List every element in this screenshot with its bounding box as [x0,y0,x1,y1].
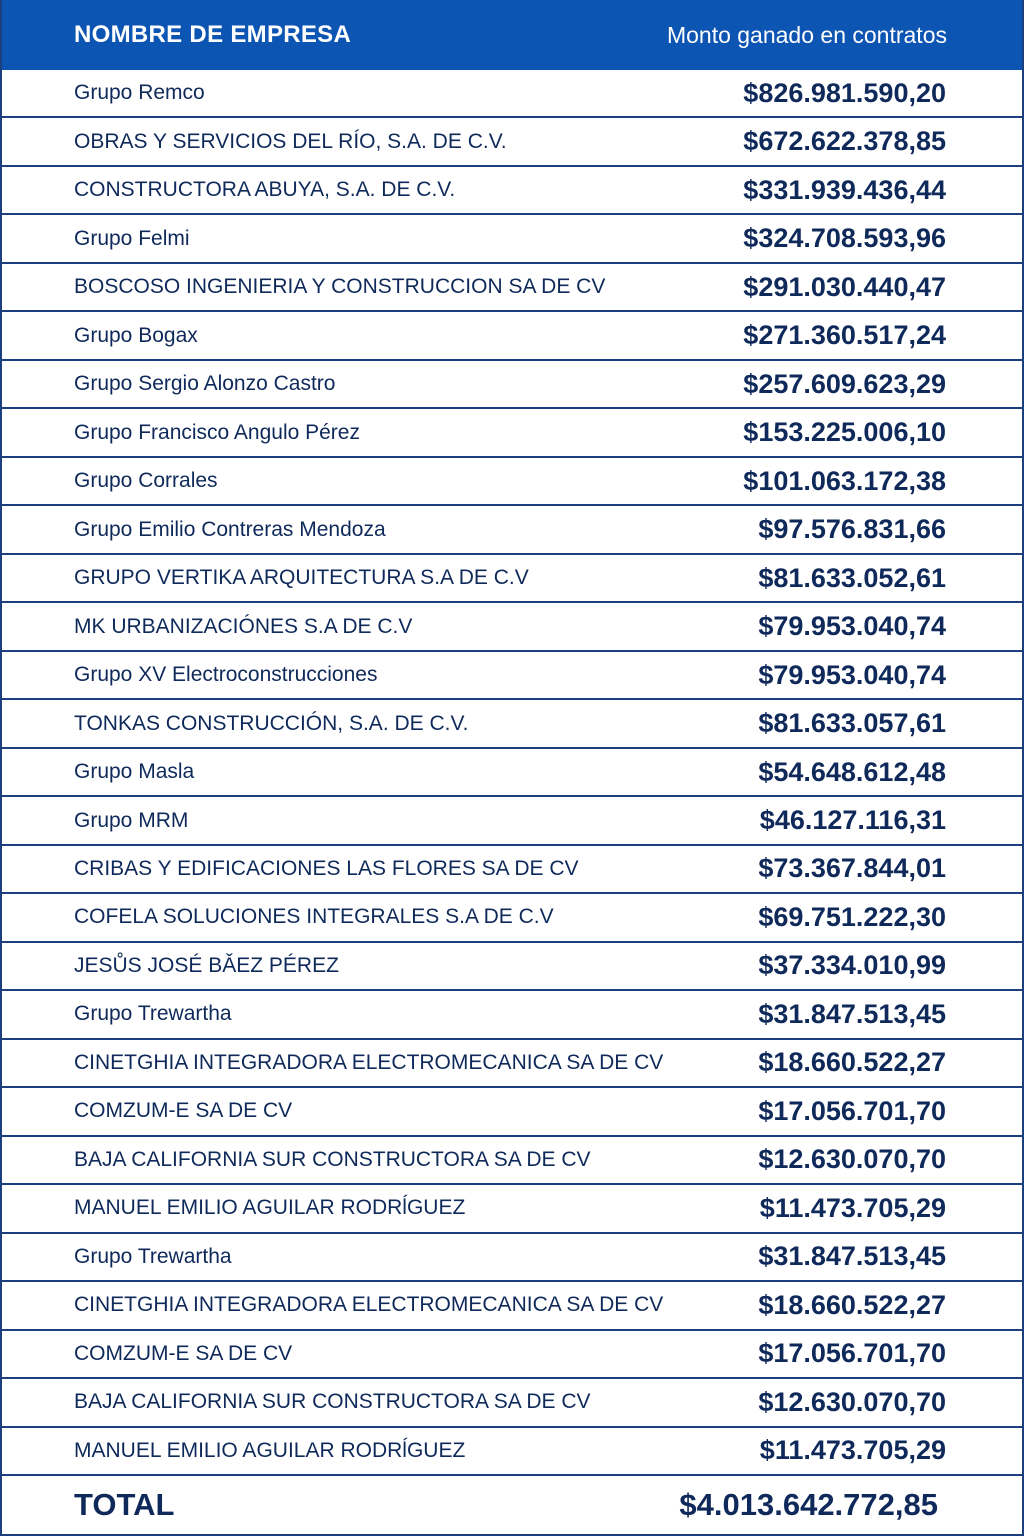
company-name: COFELA SOLUCIONES INTEGRALES S.A DE C.V [74,905,554,929]
table-row [2,167,1022,215]
table-header [2,0,1022,70]
company-name: Grupo Felmi [74,226,190,250]
contract-amount: $257.609.623,29 [743,368,946,399]
table-row [2,118,1022,166]
total-row [2,1476,1022,1534]
table-row [2,1379,1022,1427]
company-name: JESŮS JOSÉ BǍEZ PÉREZ [74,953,339,977]
company-name: OBRAS Y SERVICIOS DEL RÍO, S.A. DE C.V. [74,129,507,153]
company-name: Grupo XV Electroconstrucciones [74,663,378,687]
table-row [2,894,1022,942]
table-row [2,555,1022,603]
table-row [2,652,1022,700]
table-body [2,70,1022,1476]
table-row [2,991,1022,1039]
total-label: TOTAL [74,1487,175,1522]
contract-amount: $12.630.070,70 [758,1386,946,1417]
company-name: Grupo Trewartha [74,1002,232,1026]
company-name: MANUEL EMILIO AGUILAR RODRĺGUEZ [74,1196,466,1220]
table-row [2,1282,1022,1330]
contract-amount: $18.660.522,27 [758,1047,946,1078]
table-row [2,603,1022,651]
company-name: CINETGHIA INTEGRADORA ELECTROMECANICA SA DE CV [74,1050,664,1074]
contract-amount: $79.953.040,74 [758,659,946,690]
company-name: CONSTRUCTORA ABUYA, S.A. DE C.V. [74,178,456,202]
table-row [2,846,1022,894]
company-name: TONKAS CONSTRUCCIÓN, S.A. DE C.V. [74,711,469,735]
contract-amount: $826.981.590,20 [743,77,946,108]
contract-amount: $37.334.010,99 [758,950,946,981]
contract-amount: $46.127.116,31 [759,805,946,835]
company-name: MANUEL EMILIO AGUILAR RODRĺGUEZ [74,1438,466,1462]
contract-amount: $18.660.522,27 [758,1289,946,1320]
contract-amount: $12.630.070,70 [758,1144,946,1175]
contract-amount: $17.056.701,70 [758,1338,946,1369]
total-amount: $4.013.642.772,85 [679,1487,938,1522]
contract-amount: $79.953.040,74 [758,611,946,642]
table-row [2,1234,1022,1282]
company-name: Grupo MRM [74,808,189,832]
company-name: BOSCOSO INGENIERIA Y CONSTRUCCION SA DE CV [74,275,606,299]
contract-amount: $31.847.513,45 [758,998,946,1029]
company-name: MK URBANIZACIÓNES S.A DE C.V [74,614,413,638]
contract-amount: $331.939.436,44 [743,174,946,205]
company-name: COMZUM-E SA DE CV [74,1341,293,1365]
table-row [2,943,1022,991]
company-name: BAJA CALIFORNIA SUR CONSTRUCTORA SA DE CV [74,1390,591,1414]
contract-amount: $97.576.831,66 [758,514,946,545]
contract-amount: $324.708.593,96 [743,223,946,254]
contract-amount: $271.360.517,24 [743,320,946,351]
table-row [2,700,1022,748]
company-name: Grupo Remco [74,81,205,105]
contract-amount: $153.225.006,10 [743,417,946,448]
company-name: CRIBAS Y EDIFICACIONES LAS FLORES SA DE CV [74,856,579,880]
company-name: Grupo Corrales [74,469,218,493]
table-row [2,458,1022,506]
table-row [2,749,1022,797]
company-name: Grupo Sergio Alonzo Castro [74,372,336,396]
contract-amount: $672.622.378,85 [743,126,946,157]
company-name: Grupo Francisco Angulo Pérez [74,420,360,444]
table-row [2,1088,1022,1136]
company-name: BAJA CALIFORNIA SUR CONSTRUCTORA SA DE CV [74,1147,591,1171]
company-name: Grupo Masla [74,760,195,784]
table-row [2,70,1022,118]
table-row [2,506,1022,554]
table-row [2,1137,1022,1185]
table-row [2,1331,1022,1379]
table-row [2,312,1022,360]
contract-amount: $73.367.844,01 [758,853,946,884]
contract-amount: $31.847.513,45 [758,1241,946,1272]
table-row [2,797,1022,845]
table-row [2,1185,1022,1233]
contract-amount: $54.648.612,48 [758,756,946,787]
table-row [2,409,1022,457]
table-row [2,1040,1022,1088]
company-name: Grupo Emilio Contreras Mendoza [74,517,386,541]
table-row [2,1428,1022,1476]
company-column-header: NOMBRE DE EMPRESA [74,21,352,48]
table-row [2,264,1022,312]
company-name: COMZUM-E SA DE CV [74,1099,293,1123]
amount-column-header: Monto ganado en contratos [666,21,947,48]
contract-amount: $69.751.222,30 [758,901,946,932]
table-row [2,361,1022,409]
company-name: Grupo Bogax [74,323,198,347]
contract-amount: $17.056.701,70 [758,1095,946,1126]
contract-amount: $11.473.705,29 [759,1192,946,1223]
contract-amount: $291.030.440,47 [743,271,946,302]
company-name: GRUPO VERTIKA ARQUITECTURA S.A DE C.V [74,566,529,590]
company-name: CINETGHIA INTEGRADORA ELECTROMECANICA SA DE CV [74,1293,664,1317]
table-row [2,215,1022,263]
contract-amount: $81.633.052,61 [758,562,946,593]
contract-amount: $101.063.172,38 [743,465,946,496]
contract-amount: $81.633.057,61 [758,708,946,739]
company-name: Grupo Trewartha [74,1244,232,1268]
contract-amount: $11.473.705,29 [759,1435,946,1466]
